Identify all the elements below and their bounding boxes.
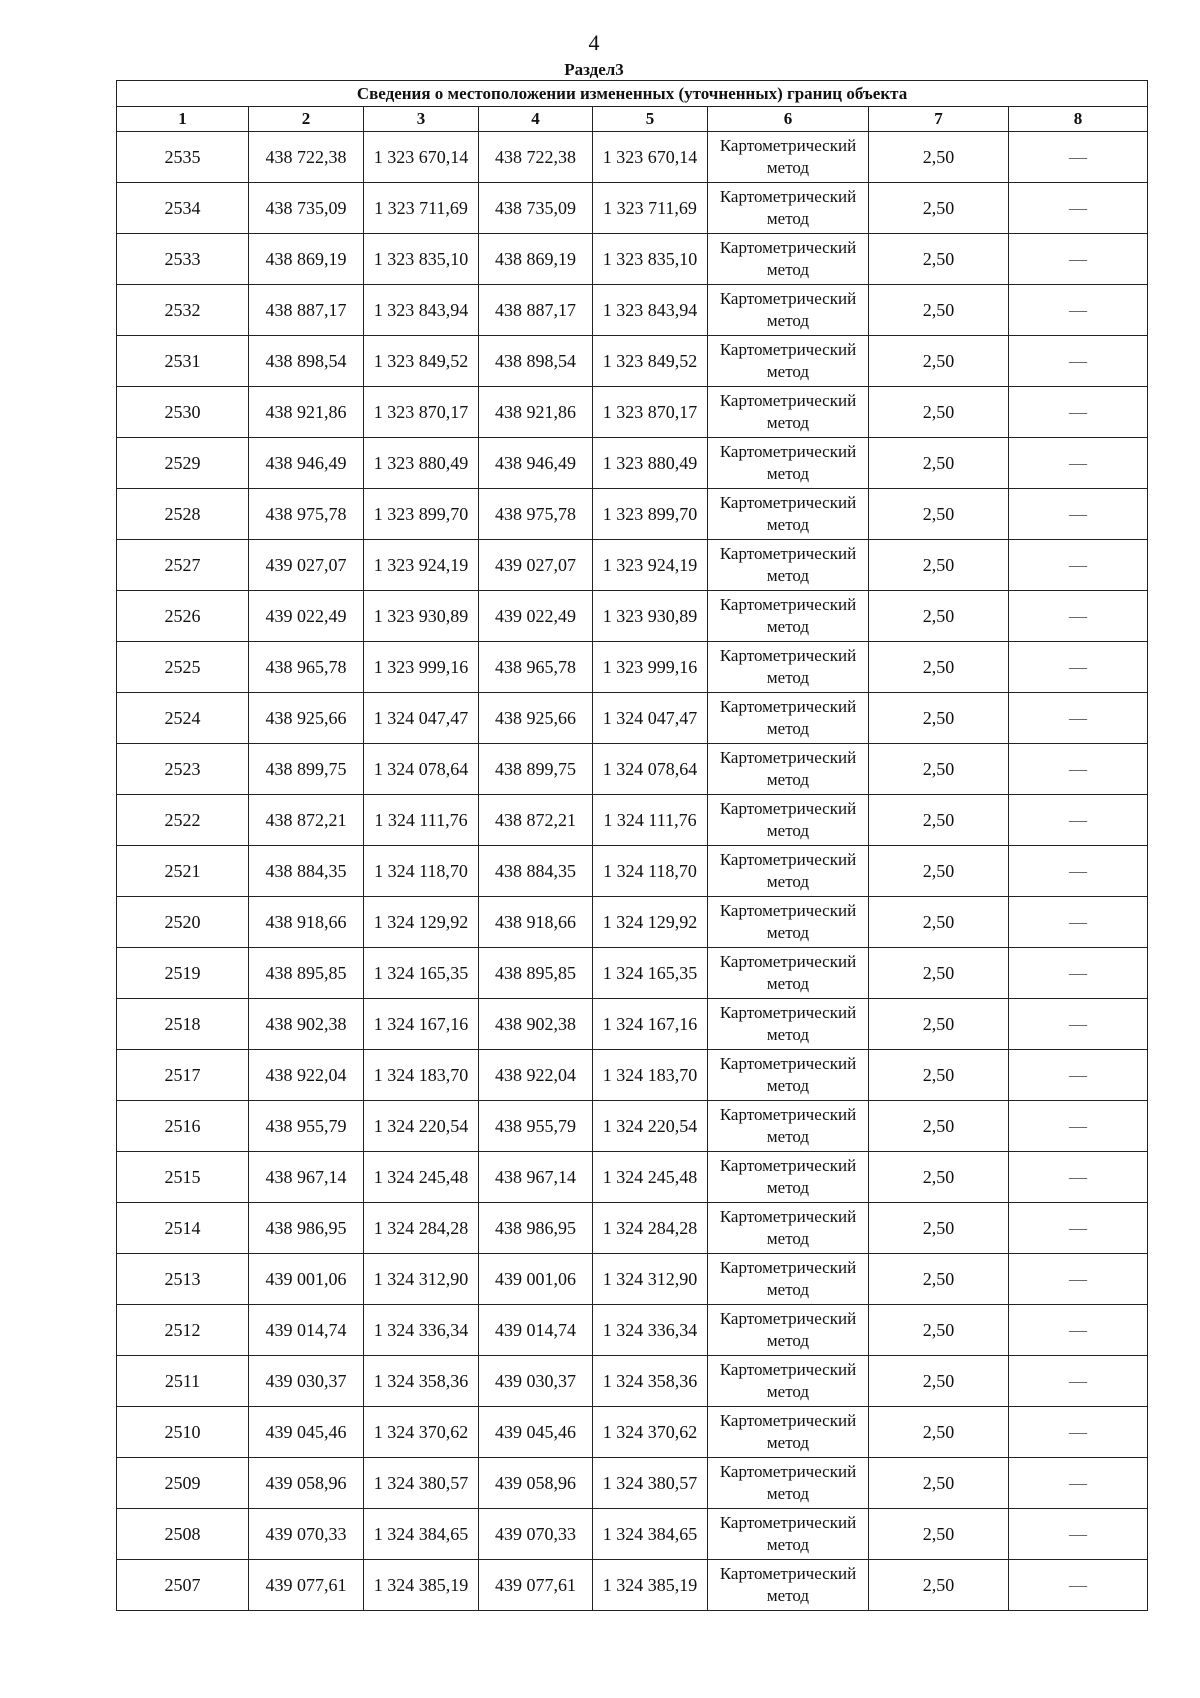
table-row xyxy=(117,1560,1148,1611)
y-existing-cell: 1 324 385,19 xyxy=(364,1560,479,1611)
x-refined-cell: 438 872,21 xyxy=(479,795,593,846)
accuracy-cell: 2,50 xyxy=(869,744,1009,795)
y-existing-cell: 1 324 165,35 xyxy=(364,948,479,999)
method-cell: Картометрический метод xyxy=(708,234,869,285)
table-body xyxy=(117,132,1148,1611)
table-row xyxy=(117,234,1148,285)
method-cell: Картометрический метод xyxy=(708,1509,869,1560)
x-existing-cell: 438 922,04 xyxy=(249,1050,364,1101)
point-number-cell: 2527 xyxy=(117,540,249,591)
table-row xyxy=(117,1305,1148,1356)
method-cell: Картометрический метод xyxy=(708,1203,869,1254)
method-cell: Картометрический метод xyxy=(708,1356,869,1407)
description-cell: — xyxy=(1009,846,1148,897)
x-refined-cell: 438 902,38 xyxy=(479,999,593,1050)
description-cell: — xyxy=(1009,336,1148,387)
x-existing-cell: 438 722,38 xyxy=(249,132,364,183)
description-cell: — xyxy=(1009,540,1148,591)
x-refined-cell: 439 001,06 xyxy=(479,1254,593,1305)
point-number-cell: 2528 xyxy=(117,489,249,540)
accuracy-cell: 2,50 xyxy=(869,540,1009,591)
method-cell: Картометрический метод xyxy=(708,693,869,744)
x-refined-cell: 439 058,96 xyxy=(479,1458,593,1509)
table-row xyxy=(117,540,1148,591)
accuracy-cell: 2,50 xyxy=(869,999,1009,1050)
y-existing-cell: 1 324 370,62 xyxy=(364,1407,479,1458)
section-title: Раздел3 xyxy=(564,60,624,79)
table-row xyxy=(117,1407,1148,1458)
y-refined-cell: 1 324 358,36 xyxy=(593,1356,708,1407)
description-cell: — xyxy=(1009,642,1148,693)
x-refined-cell: 438 735,09 xyxy=(479,183,593,234)
column-number: 5 xyxy=(593,107,708,132)
table-row xyxy=(117,1356,1148,1407)
method-cell: Картометрический метод xyxy=(708,744,869,795)
y-refined-cell: 1 324 183,70 xyxy=(593,1050,708,1101)
accuracy-cell: 2,50 xyxy=(869,1305,1009,1356)
method-cell: Картометрический метод xyxy=(708,591,869,642)
method-cell: Картометрический метод xyxy=(708,999,869,1050)
description-cell: — xyxy=(1009,285,1148,336)
boundary-coordinates-table xyxy=(116,80,1148,1611)
accuracy-cell: 2,50 xyxy=(869,1203,1009,1254)
point-number-cell: 2531 xyxy=(117,336,249,387)
page-number: 4 xyxy=(588,30,600,55)
x-existing-cell: 438 869,19 xyxy=(249,234,364,285)
y-existing-cell: 1 323 870,17 xyxy=(364,387,479,438)
y-refined-cell: 1 323 930,89 xyxy=(593,591,708,642)
y-existing-cell: 1 323 849,52 xyxy=(364,336,479,387)
table-row xyxy=(117,846,1148,897)
table-row xyxy=(117,438,1148,489)
description-cell: — xyxy=(1009,1407,1148,1458)
description-cell: — xyxy=(1009,1203,1148,1254)
x-existing-cell: 438 887,17 xyxy=(249,285,364,336)
point-number-cell: 2533 xyxy=(117,234,249,285)
description-cell: — xyxy=(1009,1101,1148,1152)
x-existing-cell: 439 014,74 xyxy=(249,1305,364,1356)
description-cell: — xyxy=(1009,744,1148,795)
y-refined-cell: 1 324 385,19 xyxy=(593,1560,708,1611)
accuracy-cell: 2,50 xyxy=(869,1356,1009,1407)
x-refined-cell: 438 884,35 xyxy=(479,846,593,897)
description-cell: — xyxy=(1009,693,1148,744)
accuracy-cell: 2,50 xyxy=(869,1254,1009,1305)
accuracy-cell: 2,50 xyxy=(869,1509,1009,1560)
method-cell: Картометрический метод xyxy=(708,1101,869,1152)
y-existing-cell: 1 324 384,65 xyxy=(364,1509,479,1560)
y-existing-cell: 1 323 711,69 xyxy=(364,183,479,234)
method-cell: Картометрический метод xyxy=(708,1305,869,1356)
x-refined-cell: 438 955,79 xyxy=(479,1101,593,1152)
table-row xyxy=(117,744,1148,795)
column-number: 2 xyxy=(249,107,364,132)
point-number-cell: 2523 xyxy=(117,744,249,795)
x-existing-cell: 438 965,78 xyxy=(249,642,364,693)
y-refined-cell: 1 323 899,70 xyxy=(593,489,708,540)
accuracy-cell: 2,50 xyxy=(869,438,1009,489)
accuracy-cell: 2,50 xyxy=(869,1101,1009,1152)
x-existing-cell: 438 884,35 xyxy=(249,846,364,897)
x-refined-cell: 439 070,33 xyxy=(479,1509,593,1560)
y-existing-cell: 1 323 924,19 xyxy=(364,540,479,591)
accuracy-cell: 2,50 xyxy=(869,387,1009,438)
description-cell: — xyxy=(1009,1254,1148,1305)
description-cell: — xyxy=(1009,948,1148,999)
point-number-cell: 2507 xyxy=(117,1560,249,1611)
table-row xyxy=(117,489,1148,540)
point-number-cell: 2511 xyxy=(117,1356,249,1407)
y-existing-cell: 1 324 380,57 xyxy=(364,1458,479,1509)
y-refined-cell: 1 323 924,19 xyxy=(593,540,708,591)
y-existing-cell: 1 324 078,64 xyxy=(364,744,479,795)
table-row xyxy=(117,948,1148,999)
x-existing-cell: 438 925,66 xyxy=(249,693,364,744)
accuracy-cell: 2,50 xyxy=(869,642,1009,693)
accuracy-cell: 2,50 xyxy=(869,1560,1009,1611)
description-cell: — xyxy=(1009,438,1148,489)
x-refined-cell: 438 925,66 xyxy=(479,693,593,744)
x-existing-cell: 438 735,09 xyxy=(249,183,364,234)
accuracy-cell: 2,50 xyxy=(869,183,1009,234)
table-row xyxy=(117,1509,1148,1560)
x-refined-cell: 439 030,37 xyxy=(479,1356,593,1407)
y-refined-cell: 1 324 312,90 xyxy=(593,1254,708,1305)
description-cell: — xyxy=(1009,591,1148,642)
y-refined-cell: 1 324 220,54 xyxy=(593,1101,708,1152)
accuracy-cell: 2,50 xyxy=(869,489,1009,540)
accuracy-cell: 2,50 xyxy=(869,591,1009,642)
method-cell: Картометрический метод xyxy=(708,540,869,591)
table-row xyxy=(117,1050,1148,1101)
point-number-cell: 2525 xyxy=(117,642,249,693)
method-cell: Картометрический метод xyxy=(708,1407,869,1458)
accuracy-cell: 2,50 xyxy=(869,693,1009,744)
x-refined-cell: 438 869,19 xyxy=(479,234,593,285)
x-existing-cell: 438 921,86 xyxy=(249,387,364,438)
point-number-cell: 2535 xyxy=(117,132,249,183)
point-number-cell: 2515 xyxy=(117,1152,249,1203)
accuracy-cell: 2,50 xyxy=(869,897,1009,948)
x-existing-cell: 438 975,78 xyxy=(249,489,364,540)
description-cell: — xyxy=(1009,897,1148,948)
table-caption: Сведения о местоположении измененных (уточненных) границ объекта xyxy=(117,81,1148,107)
accuracy-cell: 2,50 xyxy=(869,846,1009,897)
method-cell: Картометрический метод xyxy=(708,438,869,489)
y-existing-cell: 1 324 129,92 xyxy=(364,897,479,948)
x-refined-cell: 439 027,07 xyxy=(479,540,593,591)
y-existing-cell: 1 324 111,76 xyxy=(364,795,479,846)
column-number: 7 xyxy=(869,107,1009,132)
point-number-cell: 2519 xyxy=(117,948,249,999)
x-refined-cell: 438 967,14 xyxy=(479,1152,593,1203)
x-existing-cell: 438 967,14 xyxy=(249,1152,364,1203)
x-refined-cell: 438 965,78 xyxy=(479,642,593,693)
x-refined-cell: 438 918,66 xyxy=(479,897,593,948)
x-existing-cell: 438 898,54 xyxy=(249,336,364,387)
method-cell: Картометрический метод xyxy=(708,846,869,897)
x-existing-cell: 439 070,33 xyxy=(249,1509,364,1560)
point-number-cell: 2510 xyxy=(117,1407,249,1458)
x-existing-cell: 439 030,37 xyxy=(249,1356,364,1407)
table-row xyxy=(117,285,1148,336)
y-refined-cell: 1 323 880,49 xyxy=(593,438,708,489)
method-cell: Картометрический метод xyxy=(708,132,869,183)
y-existing-cell: 1 323 880,49 xyxy=(364,438,479,489)
point-number-cell: 2514 xyxy=(117,1203,249,1254)
column-number: 6 xyxy=(708,107,869,132)
y-existing-cell: 1 324 358,36 xyxy=(364,1356,479,1407)
table-row xyxy=(117,999,1148,1050)
y-refined-cell: 1 323 670,14 xyxy=(593,132,708,183)
description-cell: — xyxy=(1009,1305,1148,1356)
accuracy-cell: 2,50 xyxy=(869,132,1009,183)
description-cell: — xyxy=(1009,1458,1148,1509)
column-number: 4 xyxy=(479,107,593,132)
x-existing-cell: 439 045,46 xyxy=(249,1407,364,1458)
table-row xyxy=(117,591,1148,642)
y-refined-cell: 1 324 129,92 xyxy=(593,897,708,948)
description-cell: — xyxy=(1009,489,1148,540)
y-refined-cell: 1 324 380,57 xyxy=(593,1458,708,1509)
y-existing-cell: 1 323 999,16 xyxy=(364,642,479,693)
description-cell: — xyxy=(1009,1152,1148,1203)
y-refined-cell: 1 324 165,35 xyxy=(593,948,708,999)
point-number-cell: 2508 xyxy=(117,1509,249,1560)
point-number-cell: 2522 xyxy=(117,795,249,846)
accuracy-cell: 2,50 xyxy=(869,795,1009,846)
y-existing-cell: 1 324 167,16 xyxy=(364,999,479,1050)
y-refined-cell: 1 324 370,62 xyxy=(593,1407,708,1458)
accuracy-cell: 2,50 xyxy=(869,1407,1009,1458)
column-number: 1 xyxy=(117,107,249,132)
y-refined-cell: 1 324 284,28 xyxy=(593,1203,708,1254)
y-refined-cell: 1 324 336,34 xyxy=(593,1305,708,1356)
y-existing-cell: 1 324 047,47 xyxy=(364,693,479,744)
table-row xyxy=(117,642,1148,693)
x-existing-cell: 439 022,49 xyxy=(249,591,364,642)
x-existing-cell: 439 027,07 xyxy=(249,540,364,591)
description-cell: — xyxy=(1009,1050,1148,1101)
description-cell: — xyxy=(1009,387,1148,438)
x-existing-cell: 438 946,49 xyxy=(249,438,364,489)
method-cell: Картометрический метод xyxy=(708,1254,869,1305)
method-cell: Картометрический метод xyxy=(708,1560,869,1611)
point-number-cell: 2517 xyxy=(117,1050,249,1101)
accuracy-cell: 2,50 xyxy=(869,336,1009,387)
point-number-cell: 2532 xyxy=(117,285,249,336)
point-number-cell: 2524 xyxy=(117,693,249,744)
x-refined-cell: 438 921,86 xyxy=(479,387,593,438)
method-cell: Картометрический метод xyxy=(708,336,869,387)
table-row xyxy=(117,1101,1148,1152)
point-number-cell: 2518 xyxy=(117,999,249,1050)
table-row xyxy=(117,336,1148,387)
y-existing-cell: 1 324 312,90 xyxy=(364,1254,479,1305)
y-refined-cell: 1 323 711,69 xyxy=(593,183,708,234)
y-existing-cell: 1 323 843,94 xyxy=(364,285,479,336)
point-number-cell: 2512 xyxy=(117,1305,249,1356)
description-cell: — xyxy=(1009,234,1148,285)
point-number-cell: 2513 xyxy=(117,1254,249,1305)
y-refined-cell: 1 323 843,94 xyxy=(593,285,708,336)
x-existing-cell: 438 872,21 xyxy=(249,795,364,846)
x-existing-cell: 439 077,61 xyxy=(249,1560,364,1611)
x-existing-cell: 438 899,75 xyxy=(249,744,364,795)
y-refined-cell: 1 324 118,70 xyxy=(593,846,708,897)
description-cell: — xyxy=(1009,132,1148,183)
accuracy-cell: 2,50 xyxy=(869,1050,1009,1101)
y-existing-cell: 1 323 930,89 xyxy=(364,591,479,642)
x-existing-cell: 438 902,38 xyxy=(249,999,364,1050)
x-refined-cell: 439 022,49 xyxy=(479,591,593,642)
column-number: 3 xyxy=(364,107,479,132)
point-number-cell: 2516 xyxy=(117,1101,249,1152)
y-existing-cell: 1 324 118,70 xyxy=(364,846,479,897)
y-existing-cell: 1 323 835,10 xyxy=(364,234,479,285)
table-row xyxy=(117,183,1148,234)
y-existing-cell: 1 324 220,54 xyxy=(364,1101,479,1152)
y-existing-cell: 1 324 284,28 xyxy=(364,1203,479,1254)
y-refined-cell: 1 324 047,47 xyxy=(593,693,708,744)
y-refined-cell: 1 324 384,65 xyxy=(593,1509,708,1560)
table-row xyxy=(117,1254,1148,1305)
description-cell: — xyxy=(1009,1509,1148,1560)
method-cell: Картометрический метод xyxy=(708,1050,869,1101)
x-refined-cell: 438 895,85 xyxy=(479,948,593,999)
method-cell: Картометрический метод xyxy=(708,642,869,693)
table-row xyxy=(117,897,1148,948)
column-number: 8 xyxy=(1009,107,1148,132)
method-cell: Картометрический метод xyxy=(708,1152,869,1203)
y-refined-cell: 1 323 999,16 xyxy=(593,642,708,693)
y-refined-cell: 1 323 835,10 xyxy=(593,234,708,285)
x-existing-cell: 438 918,66 xyxy=(249,897,364,948)
method-cell: Картометрический метод xyxy=(708,795,869,846)
y-refined-cell: 1 323 870,17 xyxy=(593,387,708,438)
x-refined-cell: 439 045,46 xyxy=(479,1407,593,1458)
point-number-cell: 2526 xyxy=(117,591,249,642)
point-number-cell: 2509 xyxy=(117,1458,249,1509)
table-row xyxy=(117,795,1148,846)
method-cell: Картометрический метод xyxy=(708,897,869,948)
table-row xyxy=(117,693,1148,744)
y-existing-cell: 1 324 183,70 xyxy=(364,1050,479,1101)
x-existing-cell: 438 895,85 xyxy=(249,948,364,999)
x-refined-cell: 439 077,61 xyxy=(479,1560,593,1611)
method-cell: Картометрический метод xyxy=(708,285,869,336)
x-refined-cell: 438 946,49 xyxy=(479,438,593,489)
table-row xyxy=(117,1458,1148,1509)
accuracy-cell: 2,50 xyxy=(869,234,1009,285)
description-cell: — xyxy=(1009,999,1148,1050)
x-existing-cell: 439 001,06 xyxy=(249,1254,364,1305)
y-refined-cell: 1 323 849,52 xyxy=(593,336,708,387)
description-cell: — xyxy=(1009,1356,1148,1407)
table-row xyxy=(117,387,1148,438)
method-cell: Картометрический метод xyxy=(708,489,869,540)
x-refined-cell: 439 014,74 xyxy=(479,1305,593,1356)
accuracy-cell: 2,50 xyxy=(869,948,1009,999)
accuracy-cell: 2,50 xyxy=(869,1152,1009,1203)
method-cell: Картометрический метод xyxy=(708,183,869,234)
table-row xyxy=(117,132,1148,183)
method-cell: Картометрический метод xyxy=(708,387,869,438)
x-refined-cell: 438 899,75 xyxy=(479,744,593,795)
x-existing-cell: 438 986,95 xyxy=(249,1203,364,1254)
table-row xyxy=(117,1203,1148,1254)
y-existing-cell: 1 324 245,48 xyxy=(364,1152,479,1203)
description-cell: — xyxy=(1009,183,1148,234)
x-refined-cell: 438 922,04 xyxy=(479,1050,593,1101)
x-refined-cell: 438 898,54 xyxy=(479,336,593,387)
accuracy-cell: 2,50 xyxy=(869,285,1009,336)
table-row xyxy=(117,1152,1148,1203)
method-cell: Картометрический метод xyxy=(708,1458,869,1509)
description-cell: — xyxy=(1009,1560,1148,1611)
x-refined-cell: 438 887,17 xyxy=(479,285,593,336)
x-existing-cell: 438 955,79 xyxy=(249,1101,364,1152)
method-cell: Картометрический метод xyxy=(708,948,869,999)
description-cell: — xyxy=(1009,795,1148,846)
point-number-cell: 2520 xyxy=(117,897,249,948)
x-existing-cell: 439 058,96 xyxy=(249,1458,364,1509)
point-number-cell: 2529 xyxy=(117,438,249,489)
y-refined-cell: 1 324 111,76 xyxy=(593,795,708,846)
point-number-cell: 2530 xyxy=(117,387,249,438)
x-refined-cell: 438 722,38 xyxy=(479,132,593,183)
x-refined-cell: 438 975,78 xyxy=(479,489,593,540)
y-existing-cell: 1 323 670,14 xyxy=(364,132,479,183)
point-number-cell: 2534 xyxy=(117,183,249,234)
point-number-cell: 2521 xyxy=(117,846,249,897)
y-existing-cell: 1 323 899,70 xyxy=(364,489,479,540)
accuracy-cell: 2,50 xyxy=(869,1458,1009,1509)
y-refined-cell: 1 324 078,64 xyxy=(593,744,708,795)
y-refined-cell: 1 324 167,16 xyxy=(593,999,708,1050)
y-existing-cell: 1 324 336,34 xyxy=(364,1305,479,1356)
x-refined-cell: 438 986,95 xyxy=(479,1203,593,1254)
y-refined-cell: 1 324 245,48 xyxy=(593,1152,708,1203)
